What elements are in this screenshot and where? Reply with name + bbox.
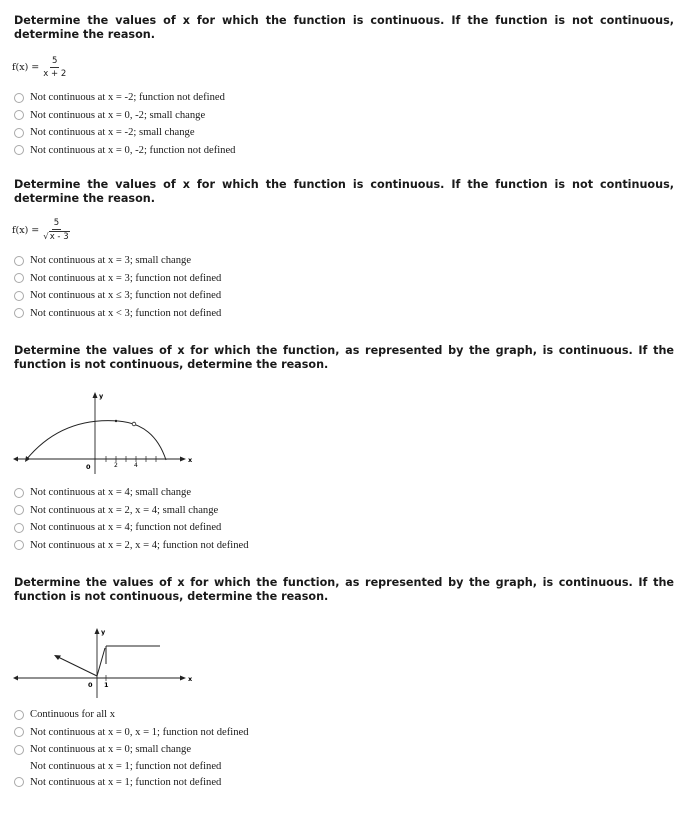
radio-button[interactable] <box>14 523 24 533</box>
radio-button[interactable] <box>14 710 24 720</box>
formula-radical <box>43 230 69 242</box>
question-2-option-3[interactable] <box>14 287 221 305</box>
option-label: Not continuous at x = 3; small change <box>30 255 192 267</box>
option-label: Not continuous at x = 0, -2; function not defined <box>30 144 236 156</box>
radio-button[interactable] <box>14 273 24 283</box>
formula-numerator: 5 <box>53 218 60 228</box>
open-point <box>132 422 136 426</box>
question-4-options <box>14 706 249 791</box>
rising-segment <box>97 648 105 676</box>
closed-point <box>115 420 117 422</box>
x-axis-left-arrow-icon <box>13 676 18 681</box>
question-4-option-4[interactable] <box>14 759 249 774</box>
y-axis-label: y <box>99 392 104 400</box>
option-label: Continuous for all x <box>30 709 116 721</box>
origin-label: 0 <box>86 463 91 471</box>
question-1-option-2[interactable] <box>14 107 235 125</box>
option-label: Not continuous at x = -2; small change <box>30 127 195 139</box>
left-segment <box>56 656 97 676</box>
question-1-option-4[interactable] <box>14 142 235 160</box>
option-label: Not continuous at x = 4; small change <box>30 487 192 499</box>
option-label: Not continuous at x = 2, x = 4; function not defined <box>30 539 249 551</box>
radio-button[interactable] <box>14 505 24 515</box>
formula-denominator: x + 2 <box>43 69 67 79</box>
question-4-option-2[interactable] <box>14 724 249 742</box>
question-2-formula <box>12 218 70 242</box>
question-1-prompt: Determine the values of x for which the function is continuous. If the function is not continuous, determine the reason. <box>14 14 674 41</box>
question-2-option-4[interactable] <box>14 305 221 323</box>
option-label: Not continuous at x < 3; function not defined <box>30 307 222 319</box>
origin-label: 0 <box>88 681 93 689</box>
tick-label-2: 2 <box>114 462 118 469</box>
radio-button[interactable] <box>14 488 24 498</box>
radio-button[interactable] <box>14 128 24 138</box>
question-1-options <box>14 89 235 159</box>
formula-numerator: 5 <box>52 56 58 66</box>
formula-radicand: x - 3 <box>49 232 69 242</box>
y-axis-up-arrow-icon <box>93 392 98 398</box>
question-2-option-2[interactable] <box>14 270 221 288</box>
y-axis-label: y <box>101 628 106 636</box>
radio-button[interactable] <box>14 256 24 266</box>
x-axis-label: x <box>188 456 193 464</box>
option-label: Not continuous at x = -2; function not defined <box>30 92 225 104</box>
option-label: Not continuous at x = 1; function not defined <box>30 760 222 772</box>
question-4-prompt: Determine the values of x for which the function, as represented by the graph, is continuous. If the function is not continuous, determine the reason. <box>14 576 674 603</box>
question-4-option-3[interactable] <box>14 741 249 759</box>
question-1-option-1[interactable] <box>14 89 235 107</box>
x-axis-left-arrow-icon <box>13 457 18 462</box>
question-2-options <box>14 252 221 322</box>
x-axis-right-arrow-icon <box>180 457 186 462</box>
question-3-graph <box>8 388 198 478</box>
question-3-prompt: Determine the values of x for which the function, as represented by the graph, is continuous. If the function is not continuous, determine the reason. <box>14 344 674 371</box>
question-3-option-4[interactable] <box>14 537 249 555</box>
question-3-options <box>14 484 249 554</box>
question-4-option-1[interactable] <box>14 706 249 724</box>
radical-icon: √ <box>43 232 49 242</box>
radio-button[interactable] <box>14 291 24 301</box>
formula-lhs: f(x) = <box>12 62 40 73</box>
radio-button[interactable] <box>14 727 24 737</box>
question-1-option-3[interactable] <box>14 124 235 142</box>
radio-button[interactable] <box>14 308 24 318</box>
formula-fraction <box>43 56 66 79</box>
option-label: Not continuous at x = 0, -2; small change <box>30 109 206 121</box>
option-label: Not continuous at x = 4; function not defined <box>30 522 222 534</box>
y-axis-up-arrow-icon <box>95 628 100 634</box>
option-label: Not continuous at x = 0, x = 1; function not defined <box>30 726 249 738</box>
radio-button[interactable] <box>14 745 24 755</box>
radio-button[interactable] <box>14 110 24 120</box>
tick-label-4: 4 <box>134 462 138 469</box>
option-label: Not continuous at x ≤ 3; function not defined <box>30 290 222 302</box>
formula-lhs: f(x) = <box>12 224 40 236</box>
formula-fraction <box>43 218 69 242</box>
question-4-graph <box>8 624 198 702</box>
option-label: Not continuous at x = 2, x = 4; small change <box>30 504 219 516</box>
radio-button[interactable] <box>14 777 24 787</box>
question-1-formula <box>12 56 66 79</box>
question-3-option-2[interactable] <box>14 502 249 520</box>
question-2-prompt: Determine the values of x for which the function is continuous. If the function is not continuous, determine the reason. <box>14 178 674 205</box>
option-label: Not continuous at x = 0; small change <box>30 744 192 756</box>
question-3-option-3[interactable] <box>14 519 249 537</box>
radio-button[interactable] <box>14 145 24 155</box>
radio-button[interactable] <box>14 540 24 550</box>
radio-button[interactable] <box>14 93 24 103</box>
question-3-option-1[interactable] <box>14 484 249 502</box>
x-axis-label: x <box>188 675 193 683</box>
option-label: Not continuous at x = 1; function not defined <box>30 776 222 788</box>
function-curve <box>26 421 166 460</box>
x-axis-right-arrow-icon <box>180 676 186 681</box>
tick-label-1: 1 <box>104 681 109 689</box>
question-4-option-5[interactable] <box>14 774 249 792</box>
option-label: Not continuous at x = 3; function not defined <box>30 272 222 284</box>
question-2-option-1[interactable] <box>14 252 221 270</box>
